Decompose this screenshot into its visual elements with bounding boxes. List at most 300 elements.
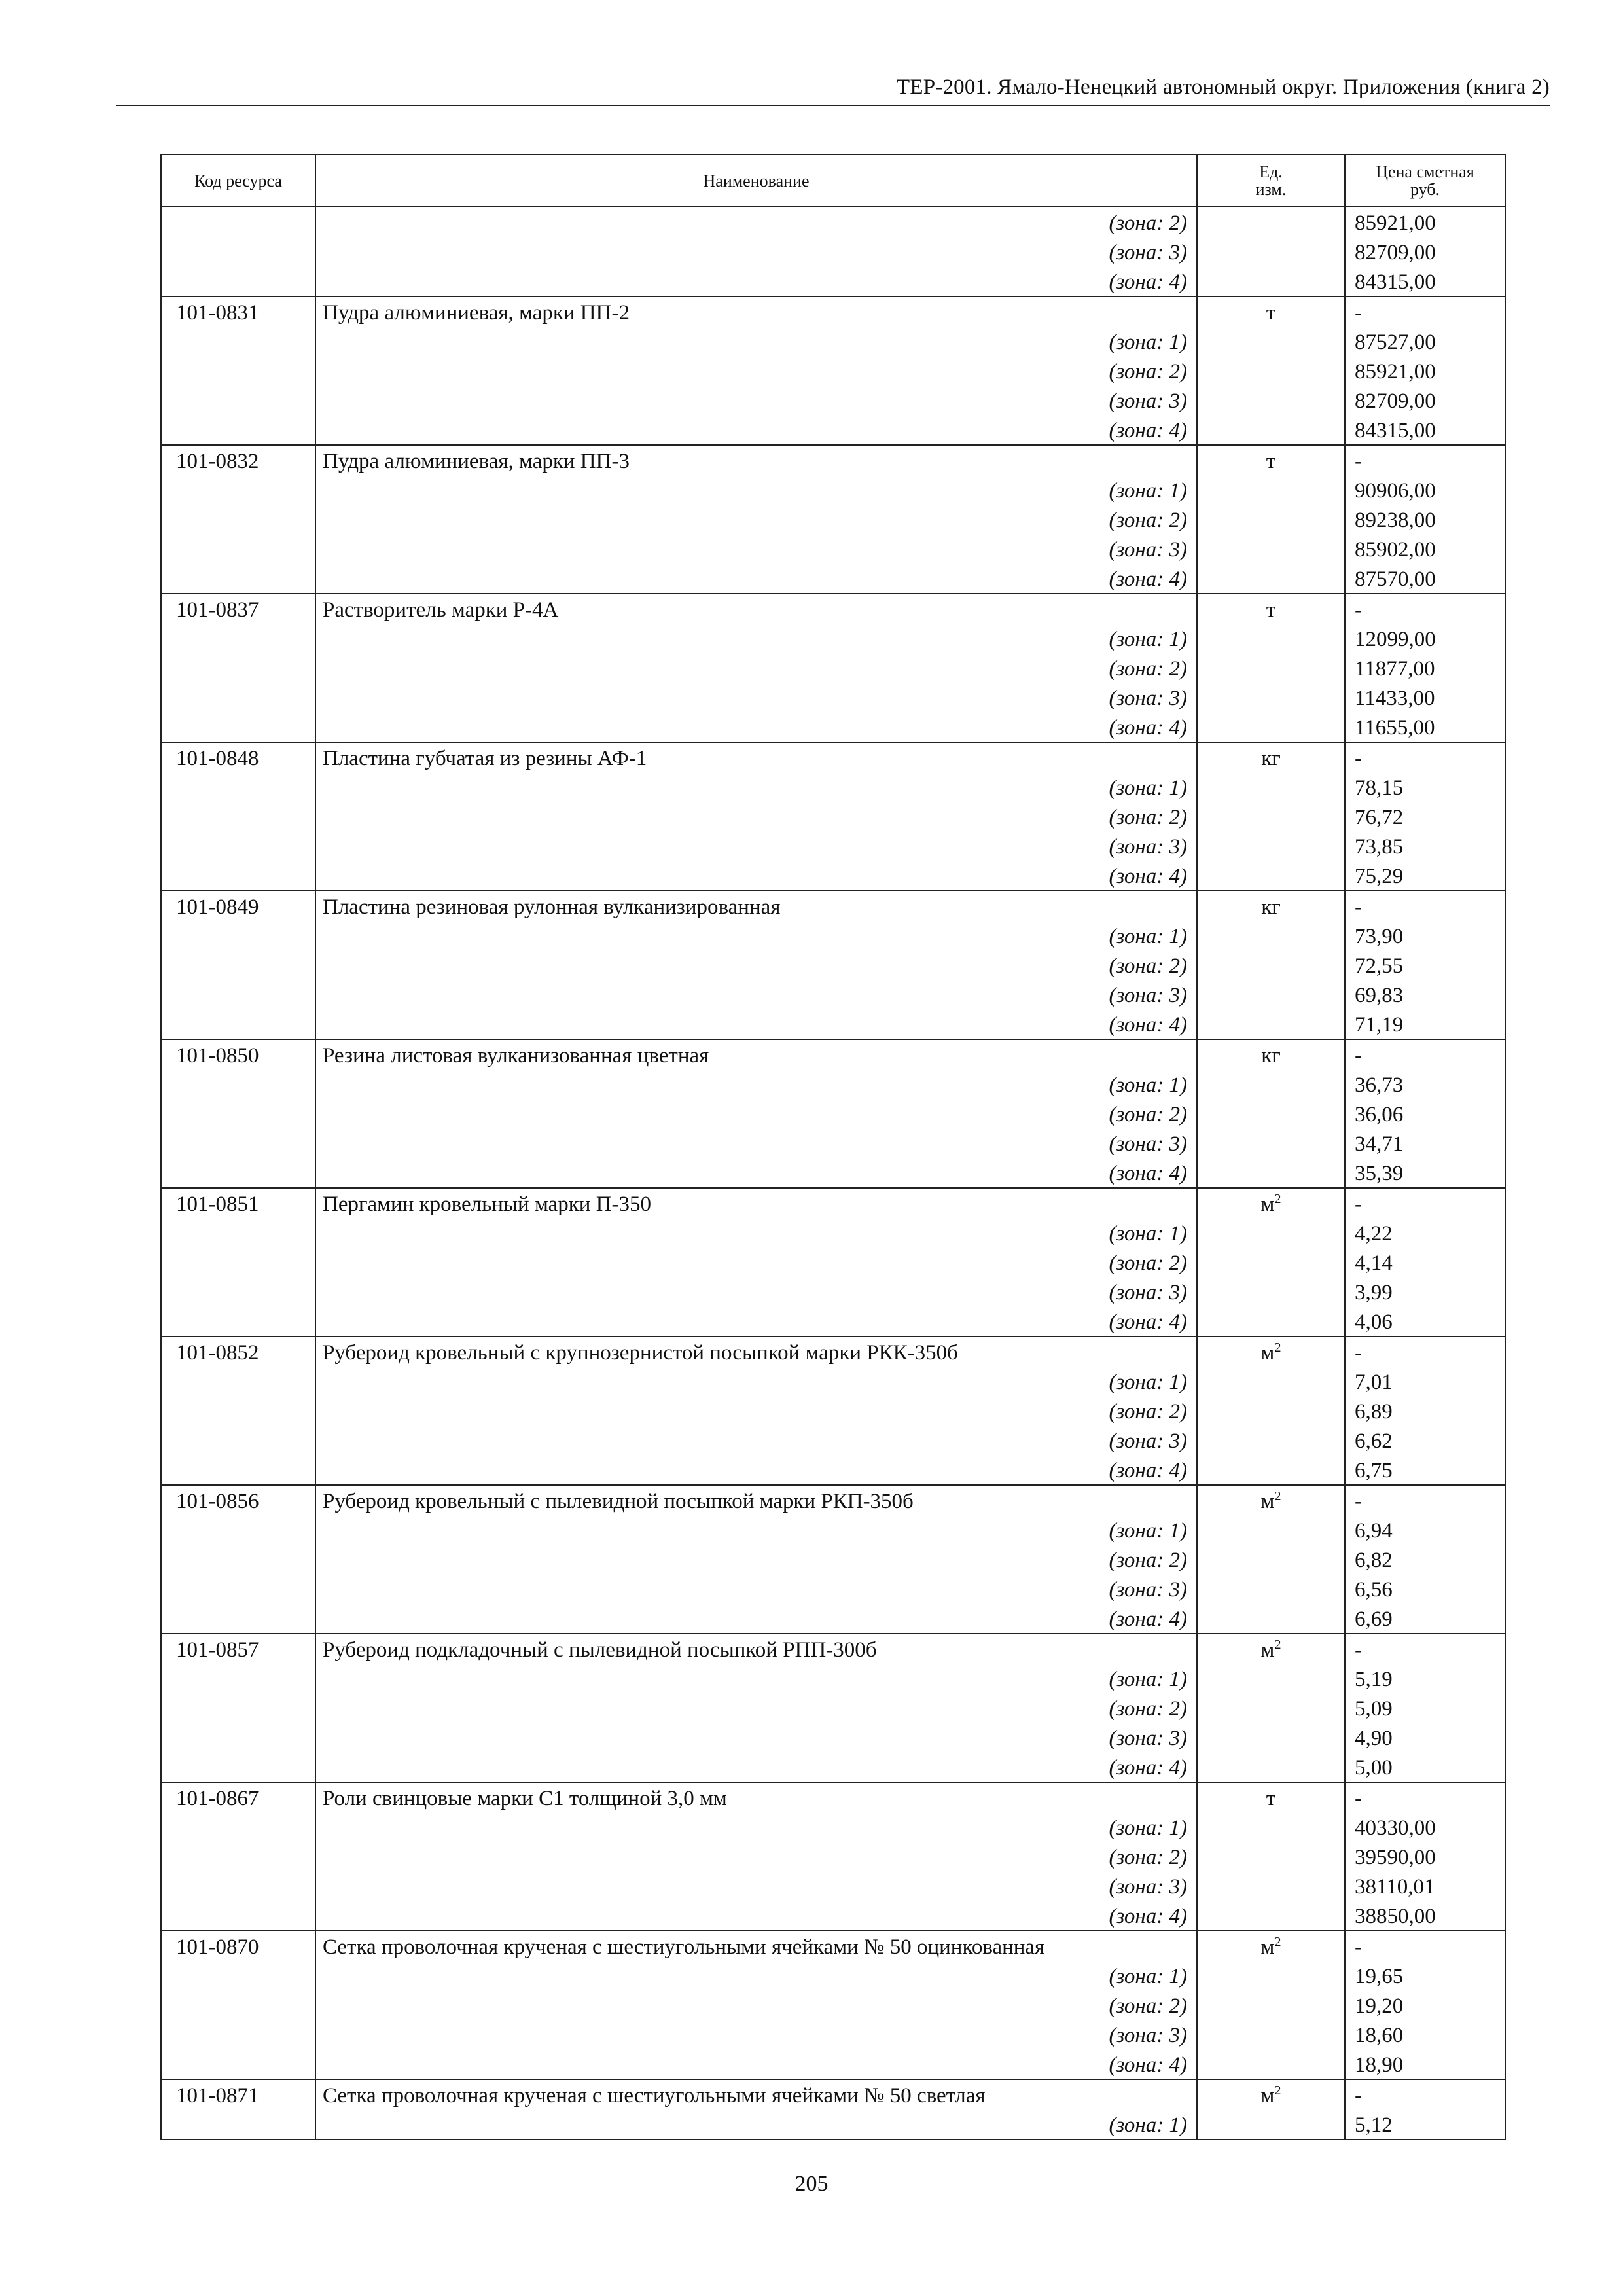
unit-text: т: [1266, 598, 1276, 622]
resource-price-table: [160, 154, 1506, 2140]
zone-label: (зона: 2): [315, 505, 1197, 534]
resource-price: -: [1345, 891, 1505, 921]
empty-unit-cell: [1197, 772, 1345, 802]
zone-price: 36,73: [1345, 1069, 1505, 1099]
resource-price: -: [1345, 742, 1505, 772]
resource-name: Пластина резиновая рулонная вулканизированная: [315, 891, 1197, 921]
zone-price: 19,65: [1345, 1961, 1505, 1990]
empty-code-cell: [161, 356, 315, 386]
zone-price: 38850,00: [1345, 1901, 1505, 1931]
zone-label: (зона: 4): [315, 1158, 1197, 1188]
empty-code-cell: [161, 921, 315, 950]
empty-code-cell: [161, 1455, 315, 1485]
empty-unit-cell: [1197, 1426, 1345, 1455]
zone-row: [161, 2049, 1505, 2079]
zone-price: 73,90: [1345, 921, 1505, 950]
empty-unit-cell: [1197, 1515, 1345, 1545]
empty-code-cell: [161, 505, 315, 534]
zone-price: 76,72: [1345, 802, 1505, 831]
zone-row: [161, 1009, 1505, 1039]
empty-code-cell: [161, 415, 315, 445]
empty-unit-cell: [1197, 1367, 1345, 1396]
empty-unit-cell: [1197, 415, 1345, 445]
empty-unit-cell: [1197, 1961, 1345, 1990]
empty-code-cell: [161, 1664, 315, 1693]
zone-row: [161, 1455, 1505, 1485]
resource-name: Сетка проволочная крученая с шестиугольными ячейками № 50 оцинкованная: [315, 1931, 1197, 1961]
zone-price: 4,06: [1345, 1306, 1505, 1336]
zone-row: [161, 1515, 1505, 1545]
zone-label: (зона: 2): [315, 950, 1197, 980]
zone-label: (зона: 3): [315, 683, 1197, 712]
zone-label: (зона: 4): [315, 1901, 1197, 1931]
empty-code-cell: [161, 1426, 315, 1455]
resource-price: -: [1345, 2079, 1505, 2109]
zone-label: (зона: 3): [315, 534, 1197, 564]
zone-price: 6,69: [1345, 1604, 1505, 1634]
resource-row: [161, 1336, 1505, 1367]
zone-label: (зона: 4): [315, 564, 1197, 594]
empty-unit-cell: [1197, 1842, 1345, 1871]
zone-label: (зона: 3): [315, 1723, 1197, 1752]
empty-code-cell: [161, 327, 315, 356]
zone-label: (зона: 2): [315, 356, 1197, 386]
zone-label: (зона: 1): [315, 921, 1197, 950]
unit-text: м: [1260, 1638, 1275, 1662]
zone-label: (зона: 4): [315, 415, 1197, 445]
resource-name: Пудра алюминиевая, марки ПП-3: [315, 445, 1197, 475]
empty-code-cell: [161, 1396, 315, 1426]
zone-label: (зона: 1): [315, 624, 1197, 653]
resource-price: -: [1345, 1336, 1505, 1367]
zone-row: [161, 505, 1505, 534]
zone-row: [161, 831, 1505, 861]
empty-code-cell: [161, 1218, 315, 1247]
zone-row: [161, 802, 1505, 831]
empty-code-cell: [161, 1990, 315, 2020]
empty-code-cell: [161, 1961, 315, 1990]
empty-unit-cell: [1197, 1218, 1345, 1247]
empty-unit-cell: [1197, 1723, 1345, 1752]
resource-name: Пергамин кровельный марки П-350: [315, 1188, 1197, 1218]
zone-price: 39590,00: [1345, 1842, 1505, 1871]
empty-unit-cell: [1197, 712, 1345, 742]
resource-row: [161, 1039, 1505, 1069]
resource-price: -: [1345, 1931, 1505, 1961]
resource-name: Сетка проволочная крученая с шестиугольными ячейками № 50 светлая: [315, 2079, 1197, 2109]
resource-unit: [1197, 1782, 1345, 1812]
empty-code-cell: [161, 2109, 315, 2140]
zone-price: 84315,00: [1345, 415, 1505, 445]
zone-label: (зона: 1): [315, 1961, 1197, 1990]
empty-code-cell: [161, 1128, 315, 1158]
empty-unit-cell: [1197, 207, 1345, 237]
zone-price: 82709,00: [1345, 386, 1505, 415]
empty-code-cell: [161, 1515, 315, 1545]
empty-unit-cell: [1197, 356, 1345, 386]
zone-price: 89238,00: [1345, 505, 1505, 534]
empty-code-cell: [161, 980, 315, 1009]
resource-row: [161, 1485, 1505, 1515]
empty-unit-cell: [1197, 2020, 1345, 2049]
header-unit: [1197, 154, 1345, 207]
header-code: Код ресурса: [161, 154, 315, 207]
resource-code: 101-0856: [161, 1485, 315, 1515]
zone-row: [161, 950, 1505, 980]
zone-price: 6,56: [1345, 1574, 1505, 1604]
zone-label: (зона: 2): [315, 1990, 1197, 2020]
unit-superscript: 2: [1274, 1340, 1281, 1355]
zone-row: [161, 564, 1505, 594]
unit-text: м: [1260, 2084, 1275, 2108]
unit-text: м: [1260, 1193, 1275, 1216]
document-title: ТЕР-2001. Ямало-Ненецкий автономный округ. Приложения (книга 2): [897, 75, 1550, 99]
resource-row: [161, 1782, 1505, 1812]
empty-unit-cell: [1197, 1069, 1345, 1099]
resource-price: -: [1345, 1039, 1505, 1069]
zone-row: [161, 1752, 1505, 1782]
empty-code-cell: [161, 207, 315, 237]
resource-unit: [1197, 1931, 1345, 1961]
zone-price: 19,20: [1345, 1990, 1505, 2020]
zone-price: 18,90: [1345, 2049, 1505, 2079]
zone-label: (зона: 1): [315, 1367, 1197, 1396]
zone-price: 7,01: [1345, 1367, 1505, 1396]
zone-label: (зона: 4): [315, 1009, 1197, 1039]
zone-row: [161, 2109, 1505, 2140]
empty-code-cell: [161, 950, 315, 980]
empty-unit-cell: [1197, 1812, 1345, 1842]
empty-unit-cell: [1197, 505, 1345, 534]
empty-code-cell: [161, 475, 315, 505]
zone-row: [161, 861, 1505, 891]
resource-unit: [1197, 1634, 1345, 1664]
empty-code-cell: [161, 861, 315, 891]
zone-price: 71,19: [1345, 1009, 1505, 1039]
zone-row: [161, 712, 1505, 742]
zone-label: (зона: 1): [315, 1069, 1197, 1099]
zone-label: (зона: 4): [315, 712, 1197, 742]
resource-unit: [1197, 1336, 1345, 1367]
empty-unit-cell: [1197, 534, 1345, 564]
empty-unit-cell: [1197, 1306, 1345, 1336]
empty-code-cell: [161, 1247, 315, 1277]
zone-price: 85902,00: [1345, 534, 1505, 564]
empty-code-cell: [161, 534, 315, 564]
zone-label: (зона: 2): [315, 653, 1197, 683]
zone-label: (зона: 1): [315, 327, 1197, 356]
zone-label: (зона: 4): [315, 1306, 1197, 1336]
zone-label: (зона: 2): [315, 1396, 1197, 1426]
resource-name: Рубероид кровельный с пылевидной посыпкой марки РКП-350б: [315, 1485, 1197, 1515]
unit-text: т: [1266, 1787, 1276, 1810]
resource-unit: [1197, 1485, 1345, 1515]
zone-row: [161, 1990, 1505, 2020]
zone-row: [161, 1099, 1505, 1128]
zone-label: (зона: 1): [315, 772, 1197, 802]
zone-label: (зона: 1): [315, 475, 1197, 505]
resource-price: -: [1345, 445, 1505, 475]
resource-price: -: [1345, 1634, 1505, 1664]
empty-unit-cell: [1197, 1128, 1345, 1158]
empty-code-cell: [161, 772, 315, 802]
empty-code-cell: [161, 1574, 315, 1604]
resource-code: 101-0849: [161, 891, 315, 921]
zone-price: 5,12: [1345, 2109, 1505, 2140]
zone-price: 11877,00: [1345, 653, 1505, 683]
resource-price: -: [1345, 1188, 1505, 1218]
unit-text: кг: [1261, 747, 1281, 770]
zone-price: 35,39: [1345, 1158, 1505, 1188]
empty-unit-cell: [1197, 1099, 1345, 1128]
zone-row: [161, 356, 1505, 386]
empty-code-cell: [161, 2020, 315, 2049]
empty-unit-cell: [1197, 1545, 1345, 1574]
resource-price: -: [1345, 1782, 1505, 1812]
unit-text: м: [1260, 1341, 1275, 1365]
empty-unit-cell: [1197, 980, 1345, 1009]
unit-text: кг: [1261, 895, 1281, 919]
zone-label: (зона: 4): [315, 861, 1197, 891]
empty-unit-cell: [1197, 2109, 1345, 2140]
empty-unit-cell: [1197, 327, 1345, 356]
zone-row: [161, 1693, 1505, 1723]
header-price-line2: руб.: [1410, 180, 1440, 199]
resource-row: [161, 2079, 1505, 2109]
zone-price: 85921,00: [1345, 356, 1505, 386]
zone-row: [161, 1426, 1505, 1455]
empty-unit-cell: [1197, 1990, 1345, 2020]
empty-code-cell: [161, 712, 315, 742]
zone-label: (зона: 3): [315, 1426, 1197, 1455]
zone-price: 11433,00: [1345, 683, 1505, 712]
resource-unit: [1197, 742, 1345, 772]
header-price-line1: Цена сметная: [1376, 162, 1474, 181]
zone-row: [161, 534, 1505, 564]
zone-label: (зона: 2): [315, 1842, 1197, 1871]
header-name: Наименование: [315, 154, 1197, 207]
zone-label: (зона: 2): [315, 802, 1197, 831]
resource-name: Рубероид кровельный с крупнозернистой посыпкой марки РКК-350б: [315, 1336, 1197, 1367]
empty-code-cell: [161, 1723, 315, 1752]
zone-row: [161, 1545, 1505, 1574]
empty-code-cell: [161, 1812, 315, 1842]
empty-unit-cell: [1197, 861, 1345, 891]
empty-code-cell: [161, 1099, 315, 1128]
empty-code-cell: [161, 1693, 315, 1723]
empty-code-cell: [161, 1871, 315, 1901]
empty-unit-cell: [1197, 802, 1345, 831]
zone-price: 6,82: [1345, 1545, 1505, 1574]
empty-unit-cell: [1197, 1009, 1345, 1039]
empty-code-cell: [161, 802, 315, 831]
empty-unit-cell: [1197, 564, 1345, 594]
resource-unit: [1197, 445, 1345, 475]
resource-name: Растворитель марки Р-4А: [315, 594, 1197, 624]
zone-row: [161, 980, 1505, 1009]
resource-code: 101-0870: [161, 1931, 315, 1961]
resource-name: Роли свинцовые марки С1 толщиной 3,0 мм: [315, 1782, 1197, 1812]
empty-unit-cell: [1197, 950, 1345, 980]
unit-superscript: 2: [1274, 1489, 1281, 1503]
zone-label: (зона: 4): [315, 1752, 1197, 1782]
zone-row: [161, 386, 1505, 415]
zone-price: 73,85: [1345, 831, 1505, 861]
zone-row: [161, 475, 1505, 505]
zone-price: 85921,00: [1345, 207, 1505, 237]
empty-code-cell: [161, 683, 315, 712]
empty-unit-cell: [1197, 921, 1345, 950]
zone-row: [161, 1961, 1505, 1990]
zone-label: (зона: 2): [315, 207, 1197, 237]
resource-row: [161, 445, 1505, 475]
zone-row: [161, 624, 1505, 653]
empty-code-cell: [161, 1752, 315, 1782]
empty-unit-cell: [1197, 653, 1345, 683]
zone-label: (зона: 1): [315, 1664, 1197, 1693]
resource-price: -: [1345, 594, 1505, 624]
empty-unit-cell: [1197, 1247, 1345, 1277]
empty-code-cell: [161, 831, 315, 861]
resource-name: Пудра алюминиевая, марки ПП-2: [315, 296, 1197, 327]
resource-code: 101-0837: [161, 594, 315, 624]
resource-price: -: [1345, 296, 1505, 327]
resource-unit: [1197, 296, 1345, 327]
zone-label: (зона: 3): [315, 1128, 1197, 1158]
empty-code-cell: [161, 1842, 315, 1871]
empty-unit-cell: [1197, 1396, 1345, 1426]
unit-superscript: 2: [1274, 1935, 1281, 1949]
unit-text: т: [1266, 450, 1276, 473]
empty-unit-cell: [1197, 1277, 1345, 1306]
zone-price: 6,94: [1345, 1515, 1505, 1545]
empty-unit-cell: [1197, 2049, 1345, 2079]
unit-superscript: 2: [1274, 1638, 1281, 1652]
zone-row: [161, 1604, 1505, 1634]
resource-code: 101-0848: [161, 742, 315, 772]
zone-row: [161, 207, 1505, 237]
zone-label: (зона: 3): [315, 1871, 1197, 1901]
header-unit-line1: Ед.: [1259, 162, 1283, 181]
zone-price: 38110,01: [1345, 1871, 1505, 1901]
zone-row: [161, 1277, 1505, 1306]
resource-row: [161, 296, 1505, 327]
zone-label: (зона: 3): [315, 386, 1197, 415]
zone-row: [161, 1664, 1505, 1693]
empty-unit-cell: [1197, 1693, 1345, 1723]
zone-label: (зона: 1): [315, 1515, 1197, 1545]
zone-row: [161, 921, 1505, 950]
resource-code: 101-0850: [161, 1039, 315, 1069]
empty-code-cell: [161, 653, 315, 683]
resource-unit: [1197, 2079, 1345, 2109]
empty-code-cell: [161, 386, 315, 415]
zone-row: [161, 772, 1505, 802]
zone-price: 36,06: [1345, 1099, 1505, 1128]
resource-name: Рубероид подкладочный с пылевидной посыпкой РПП-300б: [315, 1634, 1197, 1664]
empty-code-cell: [161, 237, 315, 266]
empty-code-cell: [161, 1306, 315, 1336]
empty-code-cell: [161, 1069, 315, 1099]
zone-label: (зона: 3): [315, 1574, 1197, 1604]
zone-row: [161, 1128, 1505, 1158]
zone-price: 87527,00: [1345, 327, 1505, 356]
resource-name: Резина листовая вулканизованная цветная: [315, 1039, 1197, 1069]
zone-price: 6,62: [1345, 1426, 1505, 1455]
zone-row: [161, 1574, 1505, 1604]
zone-label: (зона: 4): [315, 2049, 1197, 2079]
empty-unit-cell: [1197, 1901, 1345, 1931]
zone-row: [161, 1812, 1505, 1842]
table-header-row: [161, 154, 1505, 207]
resource-row: [161, 1634, 1505, 1664]
empty-unit-cell: [1197, 683, 1345, 712]
empty-unit-cell: [1197, 624, 1345, 653]
unit-text: т: [1266, 301, 1276, 325]
zone-row: [161, 1306, 1505, 1336]
zone-row: [161, 1396, 1505, 1426]
resource-unit: [1197, 891, 1345, 921]
resource-unit: [1197, 1188, 1345, 1218]
zone-price: 5,09: [1345, 1693, 1505, 1723]
resource-unit: [1197, 594, 1345, 624]
resource-row: [161, 1931, 1505, 1961]
resource-row: [161, 594, 1505, 624]
zone-label: (зона: 3): [315, 831, 1197, 861]
zone-row: [161, 1218, 1505, 1247]
unit-text: кг: [1261, 1044, 1281, 1067]
empty-unit-cell: [1197, 1752, 1345, 1782]
empty-unit-cell: [1197, 475, 1345, 505]
zone-price: 12099,00: [1345, 624, 1505, 653]
zone-row: [161, 653, 1505, 683]
resource-code: 101-0831: [161, 296, 315, 327]
page-header: [116, 72, 1550, 106]
zone-label: (зона: 1): [315, 2109, 1197, 2140]
resource-code: 101-0851: [161, 1188, 315, 1218]
unit-text: м: [1260, 1935, 1275, 1959]
zone-price: 11655,00: [1345, 712, 1505, 742]
zone-price: 5,00: [1345, 1752, 1505, 1782]
resource-code: 101-0832: [161, 445, 315, 475]
empty-unit-cell: [1197, 266, 1345, 296]
zone-row: [161, 1158, 1505, 1188]
zone-price: 18,60: [1345, 2020, 1505, 2049]
empty-code-cell: [161, 1277, 315, 1306]
empty-unit-cell: [1197, 1158, 1345, 1188]
empty-unit-cell: [1197, 831, 1345, 861]
zone-price: 6,75: [1345, 1455, 1505, 1485]
zone-price: 4,14: [1345, 1247, 1505, 1277]
zone-row: [161, 683, 1505, 712]
zone-row: [161, 1842, 1505, 1871]
header-price: [1345, 154, 1505, 207]
zone-price: 4,22: [1345, 1218, 1505, 1247]
zone-row: [161, 266, 1505, 296]
empty-unit-cell: [1197, 1455, 1345, 1485]
zone-price: 4,90: [1345, 1723, 1505, 1752]
zone-row: [161, 237, 1505, 266]
zone-price: 75,29: [1345, 861, 1505, 891]
zone-label: (зона: 3): [315, 980, 1197, 1009]
zone-row: [161, 1247, 1505, 1277]
zone-row: [161, 1871, 1505, 1901]
zone-price: 87570,00: [1345, 564, 1505, 594]
table-body: [161, 207, 1505, 2140]
resource-code: 101-0852: [161, 1336, 315, 1367]
resource-row: [161, 891, 1505, 921]
empty-unit-cell: [1197, 1574, 1345, 1604]
